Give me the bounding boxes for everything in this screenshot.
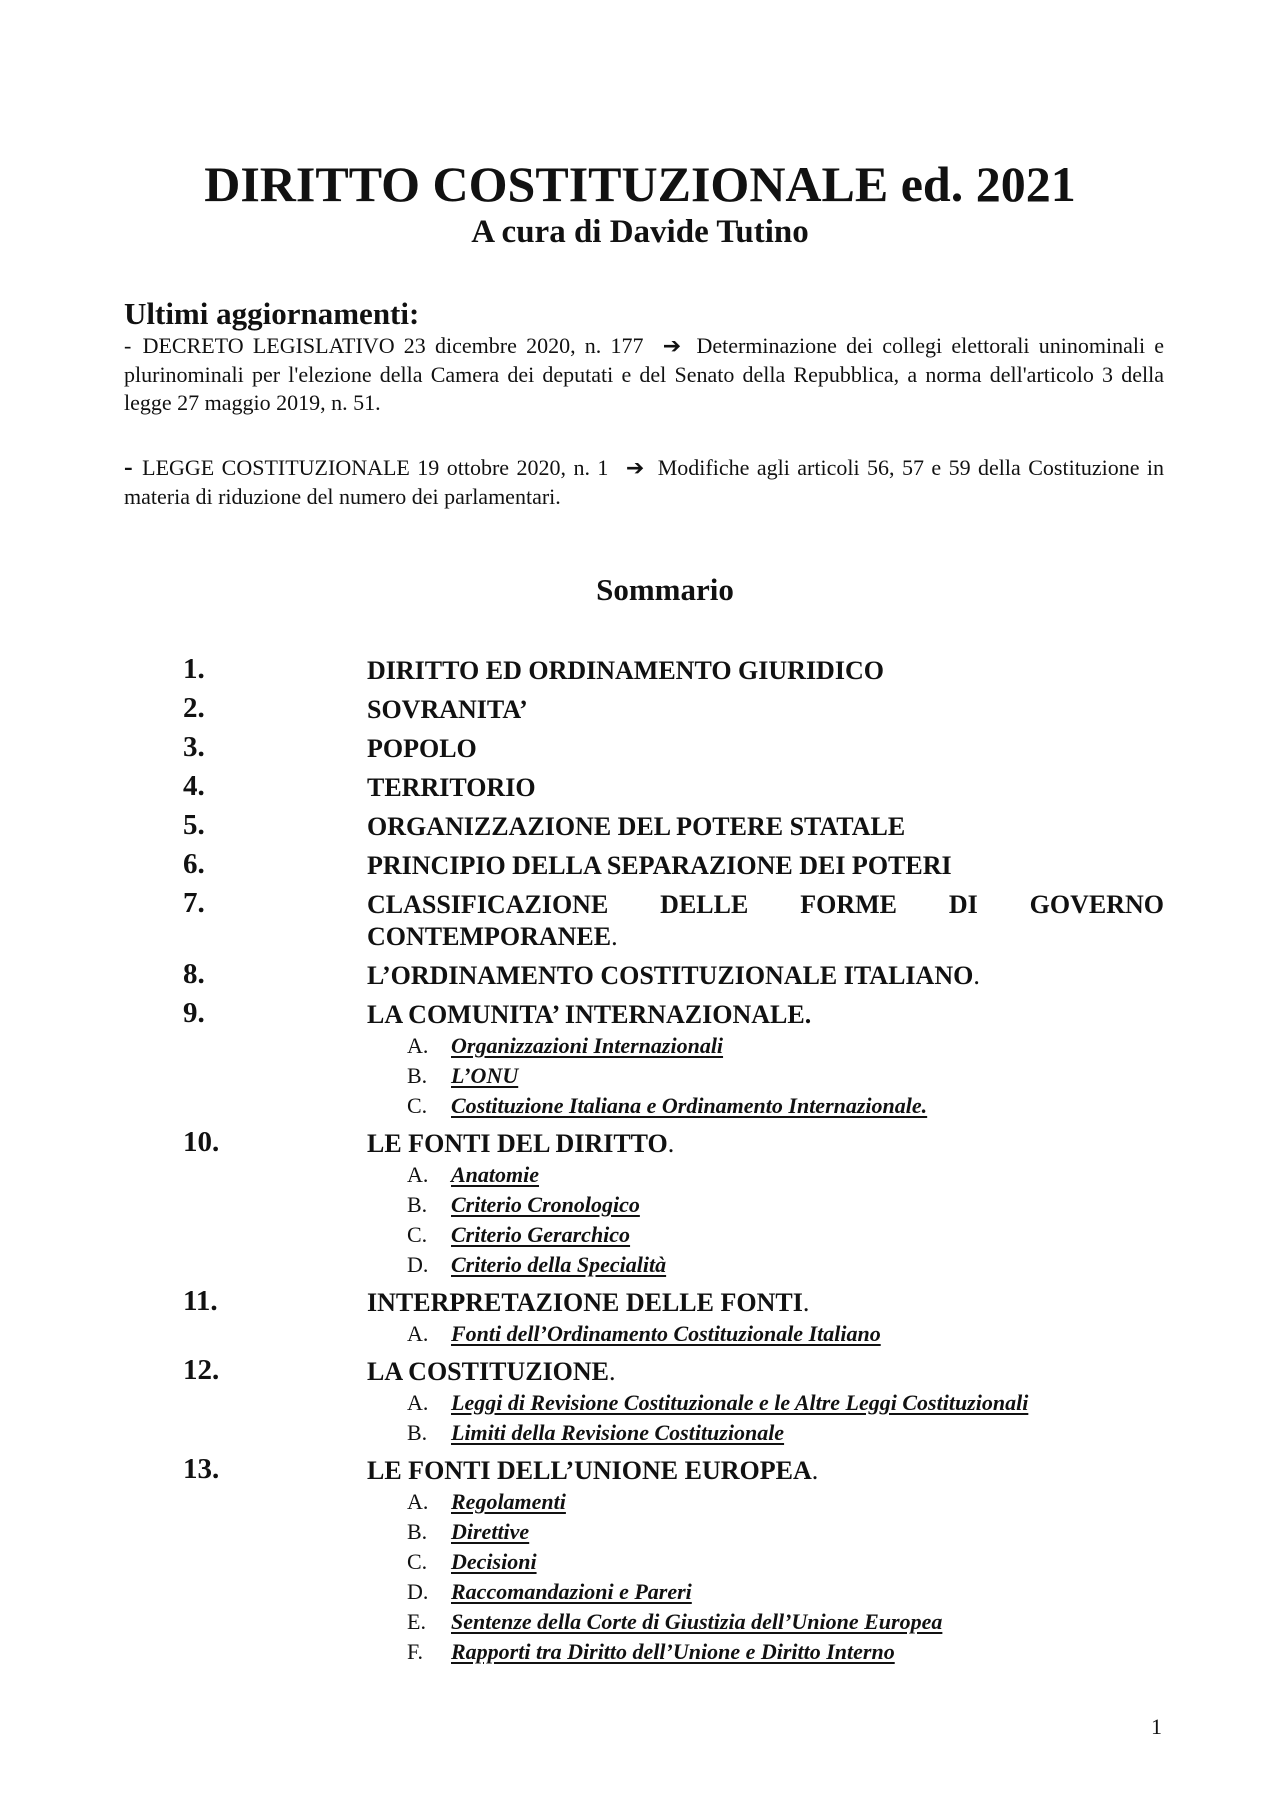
toc-subitem[interactable] <box>407 1250 1164 1280</box>
toc-subitem-link[interactable]: Costituzione Italiana e Ordinamento Internazionale. <box>451 1093 928 1118</box>
toc-subsection-list <box>407 1487 1164 1667</box>
toc-label: CLASSIFICAZIONE DELLE FORME DI GOVERNO CONTEMPORANEE. <box>367 890 1164 951</box>
toc-label: LE FONTI DELL’UNIONE EUROPEA. <box>367 1456 819 1485</box>
toc-subitem[interactable] <box>407 1091 1164 1121</box>
updates-section <box>124 296 1164 511</box>
toc-subitem-letter: D. <box>407 1579 429 1604</box>
toc-subitem-link[interactable]: Criterio Cronologico <box>451 1192 640 1217</box>
toc-subitem-link[interactable]: Leggi di Revisione Costituzionale e le Altre Leggi Costituzionali <box>451 1390 1029 1415</box>
toc-item[interactable] <box>183 806 1164 845</box>
toc-subitem-letter: C. <box>407 1093 428 1118</box>
toc-item[interactable] <box>183 1450 1164 1489</box>
toc-subitem-link[interactable]: L’ONU <box>451 1063 519 1088</box>
toc-subitem[interactable] <box>407 1319 1164 1349</box>
toc-subitem-letter: A. <box>407 1162 429 1187</box>
toc-subitem-link[interactable]: Sentenze della Corte di Giustizia dell’Unione Europea <box>451 1609 943 1634</box>
toc-subitem-link[interactable]: Rapporti tra Diritto dell’Unione e Diritto Interno <box>451 1639 895 1664</box>
toc-subitem[interactable] <box>407 1547 1164 1577</box>
toc-item[interactable] <box>183 767 1164 806</box>
toc-subitem-letter: F. <box>407 1639 423 1664</box>
update-dash: - <box>124 333 132 358</box>
toc-subitem-letter: C. <box>407 1549 428 1574</box>
toc-subitem-link[interactable]: Criterio della Specialità <box>451 1252 667 1277</box>
toc-number: 5. <box>183 809 205 841</box>
toc-item[interactable] <box>183 1282 1164 1321</box>
toc-subitem[interactable] <box>407 1388 1164 1418</box>
toc-item[interactable] <box>183 1123 1164 1162</box>
toc-item[interactable] <box>183 728 1164 767</box>
toc-number: 4. <box>183 770 205 802</box>
toc-subitem-letter: D. <box>407 1252 429 1277</box>
toc-subitem-letter: A. <box>407 1321 429 1346</box>
toc-number: 8. <box>183 958 205 990</box>
toc-label: INTERPRETAZIONE DELLE FONTI. <box>367 1288 810 1317</box>
toc-subitem[interactable] <box>407 1607 1164 1637</box>
toc-subitem[interactable] <box>407 1577 1164 1607</box>
toc-subitem-link[interactable]: Regolamenti <box>451 1489 566 1514</box>
summary-title: Sommario <box>596 572 734 607</box>
toc-number: 11. <box>183 1285 218 1317</box>
toc-item[interactable] <box>183 689 1164 728</box>
toc-subitem-letter: E. <box>407 1609 426 1634</box>
toc-subitem-letter: B. <box>407 1519 428 1544</box>
toc-label: POPOLO <box>367 734 477 763</box>
toc-subsection-list <box>407 1319 1164 1349</box>
update-description: Determinazione dei collegi elettorali uninominali e plurinominali per l'elezione della Camera dei deputati e del Senato della Repubblica, a norma dell'articolo 3 della legge 27 maggio 2019, n. 51. <box>124 333 1165 415</box>
updates-heading: Ultimi aggiornamenti: <box>124 296 420 331</box>
toc-subitem-letter: B. <box>407 1420 428 1445</box>
toc-label: TERRITORIO <box>367 773 536 802</box>
toc-item[interactable] <box>183 955 1164 994</box>
toc-label: PRINCIPIO DELLA SEPARAZIONE DEI POTERI <box>367 851 952 880</box>
toc-item[interactable] <box>183 845 1164 884</box>
toc-subitem-link[interactable]: Organizzazioni Internazionali <box>451 1033 724 1058</box>
toc-subitem[interactable] <box>407 1160 1164 1190</box>
toc-subsection-list <box>407 1160 1164 1280</box>
update-description: Modifiche agli articoli 56, 57 e 59 della Costituzione in materia di riduzione del numero dei parlamentari. <box>124 455 1165 509</box>
toc-item[interactable] <box>183 1351 1164 1390</box>
toc-subsection-list <box>407 1031 1164 1121</box>
toc-item[interactable] <box>183 650 1164 689</box>
arrow-right-icon: ➔ <box>662 334 682 359</box>
toc-subitem-link[interactable]: Direttive <box>451 1519 530 1544</box>
update-item <box>124 453 1164 511</box>
toc-number: 7. <box>183 887 205 919</box>
arrow-right-icon: ➔ <box>625 456 645 481</box>
toc-label: ORGANIZZAZIONE DEL POTERE STATALE <box>367 812 906 841</box>
toc-subitem-letter: B. <box>407 1192 428 1217</box>
update-item <box>124 332 1164 417</box>
toc-subitem-link[interactable]: Decisioni <box>451 1549 537 1574</box>
toc-subitem[interactable] <box>407 1517 1164 1547</box>
toc-number: 13. <box>183 1453 220 1485</box>
document-title: DIRITTO COSTITUZIONALE ed. 2021 <box>204 156 1076 212</box>
toc-subsection-list <box>407 1388 1164 1448</box>
toc-label: LA COSTITUZIONE. <box>367 1357 616 1386</box>
toc-number: 6. <box>183 848 205 880</box>
toc-label: SOVRANITA’ <box>367 695 528 724</box>
toc-subitem-letter: A. <box>407 1489 429 1514</box>
toc-subitem-link[interactable]: Criterio Gerarchico <box>451 1222 631 1247</box>
toc-subitem-link[interactable]: Fonti dell’Ordinamento Costituzionale Italiano <box>451 1321 881 1346</box>
toc-subitem[interactable] <box>407 1418 1164 1448</box>
toc-number: 12. <box>183 1354 220 1386</box>
page-number: 1 <box>1151 1714 1162 1739</box>
toc-label: LE FONTI DEL DIRITTO. <box>367 1129 675 1158</box>
toc-subitem-letter: B. <box>407 1063 428 1088</box>
toc-number: 1. <box>183 653 205 685</box>
toc-subitem[interactable] <box>407 1637 1164 1667</box>
toc-number: 10. <box>183 1126 220 1158</box>
toc-subitem-letter: A. <box>407 1390 429 1415</box>
toc-subitem-letter: A. <box>407 1033 429 1058</box>
toc-subitem-link[interactable]: Anatomie <box>451 1162 540 1187</box>
toc-number: 2. <box>183 692 205 724</box>
table-of-contents <box>183 650 1164 1669</box>
document-subtitle: A cura di Davide Tutino <box>471 214 809 250</box>
update-dash: - <box>124 452 133 481</box>
toc-item[interactable] <box>183 884 1164 955</box>
toc-subitem-link[interactable]: Raccomandazioni e Pareri <box>451 1579 692 1604</box>
toc-label: LA COMUNITA’ INTERNAZIONALE. <box>367 1000 812 1029</box>
toc-subitem-link[interactable]: Limiti della Revisione Costituzionale <box>451 1420 785 1445</box>
toc-subitem[interactable] <box>407 1031 1164 1061</box>
toc-item[interactable] <box>183 994 1164 1033</box>
update-source: DECRETO LEGISLATIVO 23 dicembre 2020, n. 177 <box>142 333 644 358</box>
toc-label: L’ORDINAMENTO COSTITUZIONALE ITALIANO. <box>367 961 980 990</box>
toc-number: 3. <box>183 731 205 763</box>
toc-number: 9. <box>183 997 205 1029</box>
toc-subitem[interactable] <box>407 1487 1164 1517</box>
toc-subitem[interactable] <box>407 1061 1164 1091</box>
toc-subitem-letter: C. <box>407 1222 428 1247</box>
toc-subitem[interactable] <box>407 1190 1164 1220</box>
toc-label: DIRITTO ED ORDINAMENTO GIURIDICO <box>367 656 884 685</box>
toc-subitem[interactable] <box>407 1220 1164 1250</box>
update-source: LEGGE COSTITUZIONALE 19 ottobre 2020, n. 1 <box>142 455 609 480</box>
